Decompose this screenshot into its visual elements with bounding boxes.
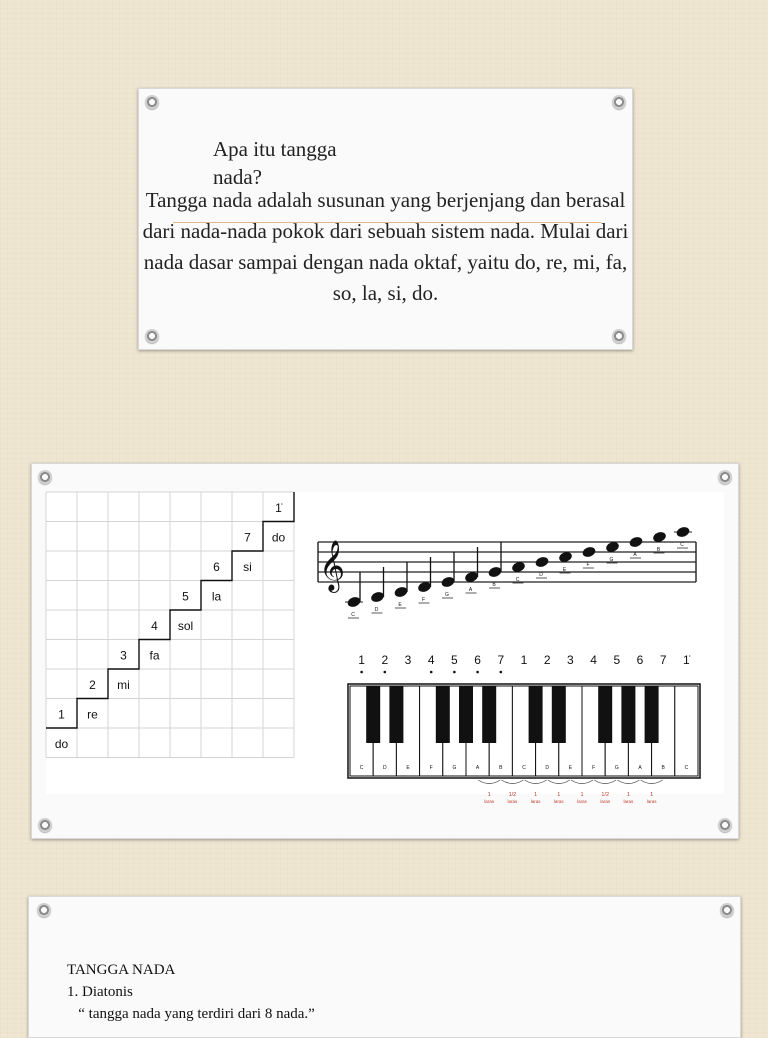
keyboard-number: 3 [404, 653, 412, 667]
slide-definition [138, 88, 633, 350]
key-letter: F [429, 765, 433, 771]
interval-arc [594, 780, 616, 784]
slide-title: Apa itu tangga nada? [213, 137, 337, 189]
stair-number: 4 [151, 618, 158, 633]
stair-syllable: sol [177, 618, 194, 633]
key-letter: G [452, 765, 457, 771]
interval-arc [641, 780, 663, 784]
note-letter: G [445, 592, 449, 598]
pin-icon [718, 470, 732, 484]
interval-value: 1 [626, 792, 630, 798]
pin-icon [145, 95, 159, 109]
keyboard-number: 5 [613, 653, 621, 667]
keyboard-number: 7 [497, 653, 505, 667]
slide-diatonis [28, 896, 741, 1038]
pin-icon [37, 903, 51, 917]
stair-number: 7 [244, 530, 251, 545]
black-key [436, 686, 450, 743]
black-key [598, 686, 612, 743]
slide-scale-diagram [31, 463, 739, 839]
stair-number: 3 [120, 648, 127, 663]
interval-value: 1 [580, 792, 584, 798]
interval-unit: laras [553, 799, 564, 804]
interval-unit: laras [530, 799, 541, 804]
key-letter: D [545, 765, 550, 771]
stair-number: 6 [213, 559, 220, 574]
note-letter: C [351, 612, 355, 618]
interval-unit: laras [577, 799, 587, 804]
keyboard-number: 3 [567, 653, 574, 667]
stair-number: 1 [58, 707, 65, 722]
note-head [534, 555, 549, 568]
key-letter: B [499, 765, 503, 771]
definition-quote: “ tangga nada yang terdiri dari 8 nada.” [67, 1006, 315, 1022]
pin-icon [38, 470, 52, 484]
interval-arc [501, 780, 523, 784]
stair-syllable: la [211, 589, 222, 604]
keyboard-number: 7 [659, 653, 667, 667]
key-letter: A [475, 765, 480, 771]
stair-syllable: si [243, 559, 252, 574]
interval-arc [525, 780, 547, 784]
number-dot [500, 671, 503, 674]
note-letter: C [515, 577, 520, 583]
stair-syllable: mi [117, 677, 130, 692]
note-letter: F [586, 562, 590, 568]
keyboard-number: 1 [520, 653, 528, 667]
stair-number: 1̇ [275, 500, 282, 515]
note-letter: G [609, 557, 614, 563]
number-dot [430, 671, 433, 674]
number-dot [476, 671, 479, 674]
key-letter: F [592, 765, 596, 771]
note-letter: D [374, 607, 379, 613]
stair-number: 2 [89, 677, 96, 692]
interval-value: 1 [534, 792, 538, 798]
interval-arc [478, 780, 500, 784]
key-letter: C [684, 765, 689, 771]
note-letter: B [656, 547, 661, 553]
note-letter: D [539, 572, 543, 578]
keyboard-number: 4 [590, 653, 597, 667]
note-letter: A [468, 587, 473, 593]
definition-text: Tangga nada adalah susunan yang berjenjang dan berasal dari nada-nada pokok dari sebuah sistem nada. Mulai dari nada dasar sampai dengan nada oktaf, yaitu do, re, mi, fa, so, la, si, do. [142, 188, 629, 305]
interval-value: 1 [487, 792, 491, 798]
keyboard-number: 1 [358, 653, 365, 667]
number-dot [360, 671, 363, 674]
key-letter: C [359, 765, 364, 771]
interval-value: 1/2 [601, 792, 610, 798]
interval-unit: laras [646, 799, 657, 804]
interval-value: 1 [557, 792, 561, 798]
black-key [621, 686, 635, 743]
black-key [529, 686, 543, 743]
treble-clef-icon: 𝄞 [319, 541, 346, 590]
keyboard-number: 5 [451, 653, 458, 667]
note-head [581, 545, 596, 558]
pin-icon [38, 818, 52, 832]
black-key [389, 686, 403, 743]
black-key [645, 686, 659, 743]
pin-icon [612, 95, 626, 109]
key-letter: D [382, 765, 387, 771]
key-letter: B [661, 765, 665, 771]
interval-value: 1/2 [508, 792, 517, 798]
scale-figure [46, 492, 724, 804]
scale-figure-svg [46, 492, 724, 804]
note-letter: F [421, 597, 426, 603]
number-dot [453, 671, 456, 674]
pin-icon [720, 903, 734, 917]
keyboard-number: 2 [381, 653, 389, 667]
keyboard-number: 6 [474, 653, 481, 667]
key-letter: E [568, 765, 573, 771]
pin-icon [612, 329, 626, 343]
interval-unit: laras [623, 799, 634, 804]
key-letter: G [614, 765, 619, 771]
note-letter: A [633, 552, 637, 558]
interval-unit: laras [484, 799, 495, 804]
key-letter: E [406, 765, 410, 771]
key-letter: A [638, 765, 642, 771]
keyboard-number: 1̇ [683, 653, 690, 667]
key-letter: C [522, 765, 526, 771]
black-key [552, 686, 566, 743]
interval-arc [571, 780, 593, 784]
keyboard-number: 4 [427, 653, 435, 667]
stair-syllable: re [87, 707, 98, 722]
note-letter: E [562, 567, 567, 573]
pin-icon [718, 818, 732, 832]
interval-unit: laras [600, 799, 611, 804]
stair-syllable: fa [149, 648, 160, 663]
list-item: 1. Diatonis [67, 984, 133, 1000]
interval-unit: laras [507, 799, 518, 804]
diatonis-text [67, 959, 315, 1025]
keyboard-number: 2 [543, 653, 551, 667]
note-head [675, 525, 690, 538]
white-key [675, 686, 698, 776]
interval-arc [617, 780, 639, 784]
note-head [628, 535, 643, 548]
note-letter: B [492, 582, 496, 588]
note-letter: E [398, 602, 402, 608]
black-key [482, 686, 496, 743]
stair-number: 5 [182, 589, 189, 604]
stair-syllable: do [271, 530, 286, 545]
interval-value: 1 [650, 792, 654, 798]
pin-icon [145, 329, 159, 343]
number-dot [384, 671, 387, 674]
note-letter: C [680, 542, 684, 548]
stair-syllable-base: do [54, 736, 69, 751]
black-key [366, 686, 380, 743]
black-key [459, 686, 473, 743]
section-heading: TANGGA NADA [67, 962, 176, 978]
keyboard-number: 6 [636, 653, 644, 667]
interval-arc [548, 780, 570, 784]
